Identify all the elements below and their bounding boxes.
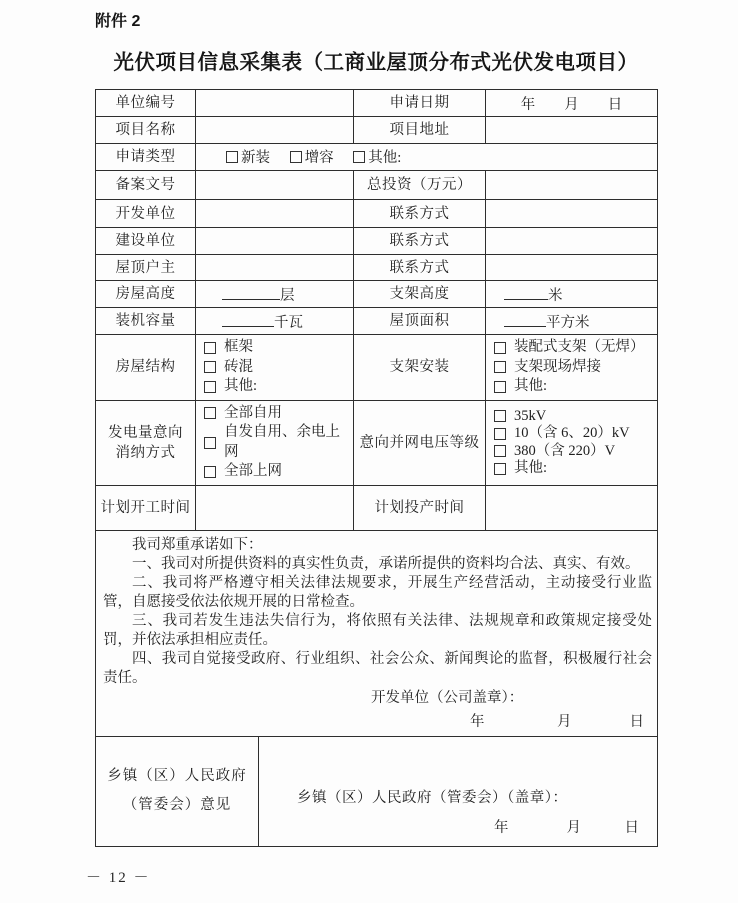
option-label: 砖混 (224, 358, 253, 375)
option-new-install (226, 146, 270, 167)
field-label: 项目名称 (96, 117, 196, 144)
date-placeholder: 年 月 日 (486, 90, 658, 117)
option-380v (494, 443, 651, 461)
table-row (96, 228, 658, 255)
blank-with-unit (196, 308, 354, 335)
table-row (96, 335, 658, 401)
option-brick (204, 358, 347, 378)
table-row (96, 281, 658, 308)
field-label: 计划开工时间 (96, 485, 196, 530)
option-all-self-use (204, 404, 347, 424)
field-label: 单位编号 (96, 90, 196, 117)
checkbox-icon (204, 342, 216, 354)
checkbox-icon (204, 466, 216, 478)
page-content (95, 0, 657, 847)
gov-opinion-table (95, 736, 658, 847)
table-row (96, 171, 658, 200)
gov-seal-line: 乡镇（区）人民政府（管委会）（盖章）： (297, 789, 568, 806)
date-placeholder: 年 月 日 (494, 819, 639, 836)
field-label: 项目地址 (354, 117, 486, 144)
checkbox-icon (494, 381, 506, 393)
field-value (486, 255, 658, 281)
field-value (196, 255, 354, 281)
option-label: 增容 (304, 150, 334, 167)
option-assembled-mount (494, 338, 651, 358)
field-value (486, 485, 658, 530)
field-label-line: 消纳方式 (115, 444, 176, 461)
option-frame (204, 338, 347, 358)
fill-in-blank (504, 313, 546, 327)
gov-opinion-label-line: 乡镇（区）人民政府 (107, 768, 247, 784)
checkbox-icon (204, 407, 216, 419)
mount-install-options (486, 335, 658, 401)
field-label: 申请日期 (354, 90, 486, 117)
field-value (486, 171, 658, 200)
table-row (96, 200, 658, 228)
field-value (196, 485, 354, 530)
option-other (353, 146, 401, 167)
option-35kv (494, 408, 651, 426)
field-label: 装机容量 (96, 308, 196, 335)
field-label: 房屋高度 (96, 281, 196, 308)
option-label: 支架现场焊接 (514, 358, 601, 375)
field-label: 房屋结构 (96, 335, 196, 401)
commitment-cell (96, 530, 658, 736)
option-label: 新装 (241, 150, 270, 167)
field-label: 建设单位 (96, 228, 196, 255)
checkbox-icon (290, 151, 302, 163)
table-row (96, 308, 658, 335)
field-label: 支架高度 (354, 281, 486, 308)
commitment-intro: 我司郑重承诺如下： (132, 536, 263, 553)
commitment-item-4: 四、我司自觉接受政府、行业组织、社会公众、新闻舆论的监督，积极履行社会责任。 (103, 650, 652, 686)
option-label: 全部上网 (224, 463, 282, 479)
unit-label: 千瓦 (274, 314, 303, 331)
option-10kv (494, 425, 651, 443)
field-label: 屋顶户主 (96, 255, 196, 281)
table-row (96, 530, 658, 736)
table-row (96, 144, 658, 171)
checkbox-icon (494, 410, 506, 422)
checkbox-icon (494, 463, 506, 475)
field-label: 计划投产时间 (354, 485, 486, 530)
apply-type-options (196, 144, 658, 171)
unit-label: 层 (280, 287, 295, 304)
field-label-line: 发电量意向 (108, 424, 183, 441)
date-placeholder: 年 月 日 (470, 713, 644, 730)
page-title: 光伏项目信息采集表（工商业屋顶分布式光伏发电项目） (113, 52, 639, 74)
checkbox-icon (353, 151, 365, 163)
option-label: 其他: (224, 378, 258, 394)
unit-label: 米 (548, 287, 563, 304)
commitment-item-1: 一、我司对所提供资料的真实性负责，承诺所提供的资料均合法、真实、有效。 (132, 555, 640, 572)
option-other (494, 460, 651, 478)
field-value (486, 117, 658, 144)
fill-in-blank (222, 286, 280, 300)
field-label: 屋顶面积 (354, 308, 486, 335)
unit-label: 平方米 (546, 314, 590, 331)
gov-opinion-label (96, 736, 259, 846)
blank-with-unit (486, 308, 658, 335)
field-label: 申请类型 (96, 144, 196, 171)
option-label: 其他: (514, 378, 548, 394)
option-label: 其他: (514, 460, 548, 476)
checkbox-icon (494, 342, 506, 354)
option-onsite-weld (494, 358, 651, 378)
checkbox-icon (226, 151, 238, 163)
option-label: 10（含 6、20）kV (514, 425, 630, 441)
table-row (96, 255, 658, 281)
field-value (196, 117, 354, 144)
option-label: 其他: (368, 150, 402, 167)
option-all-to-grid (204, 462, 347, 482)
fill-in-blank (222, 313, 274, 327)
page-number: － 12 － (86, 870, 151, 886)
table-row (96, 90, 658, 117)
checkbox-icon (204, 361, 216, 373)
field-label: 联系方式 (354, 255, 486, 281)
blank-with-unit (196, 281, 354, 308)
table-row (96, 485, 658, 530)
info-table (95, 89, 658, 737)
table-row (96, 400, 658, 485)
checkbox-icon (494, 361, 506, 373)
option-self-use-surplus-grid (204, 423, 347, 462)
field-label: 联系方式 (354, 200, 486, 228)
field-label: 开发单位 (96, 200, 196, 228)
field-value (196, 228, 354, 255)
option-capacity-increase (290, 146, 334, 167)
voltage-level-options (486, 400, 658, 485)
field-value (196, 200, 354, 228)
fill-in-blank (504, 286, 548, 300)
attachment-label: 附件 2 (95, 13, 141, 30)
commitment-item-2: 二、我司将严格遵守相关法律法规要求，开展生产经营活动，主动接受行业监管，自愿接受依法依规开展的日常检查。 (103, 574, 652, 610)
option-label: 380（含 220）V (514, 442, 616, 459)
field-value (486, 228, 658, 255)
gov-opinion-cell (259, 736, 658, 846)
checkbox-icon (204, 381, 216, 393)
consumption-options (196, 400, 354, 485)
gov-opinion-label-line: （管委会）意见 (122, 797, 232, 813)
option-other (494, 377, 651, 397)
field-label: 联系方式 (354, 228, 486, 255)
checkbox-icon (494, 445, 506, 457)
option-label: 框架 (224, 339, 253, 355)
house-structure-options (196, 335, 354, 401)
option-label: 全部自用 (224, 404, 282, 421)
field-value (486, 200, 658, 228)
checkbox-icon (204, 437, 216, 449)
option-label: 自发自用、余电上网 (224, 424, 340, 460)
field-label: 总投资（万元） (354, 171, 486, 200)
field-label: 备案文号 (96, 171, 196, 200)
field-label (96, 400, 196, 485)
field-label: 支架安装 (354, 335, 486, 401)
field-value (196, 90, 354, 117)
option-label: 35kV (514, 407, 547, 424)
field-value (196, 171, 354, 200)
field-label: 意向并网电压等级 (354, 400, 486, 485)
table-row (96, 117, 658, 144)
blank-with-unit (486, 281, 658, 308)
option-other (204, 377, 347, 397)
developer-seal-line: 开发单位（公司盖章）： (371, 689, 524, 706)
commitment-item-3: 三、我司若发生违法失信行为，将依照有关法律、法规规章和政策规定接受处罚，并依法承担相应责任。 (103, 612, 652, 648)
option-label: 装配式支架（无焊） (514, 339, 645, 355)
checkbox-icon (494, 428, 506, 440)
table-row (96, 736, 658, 846)
